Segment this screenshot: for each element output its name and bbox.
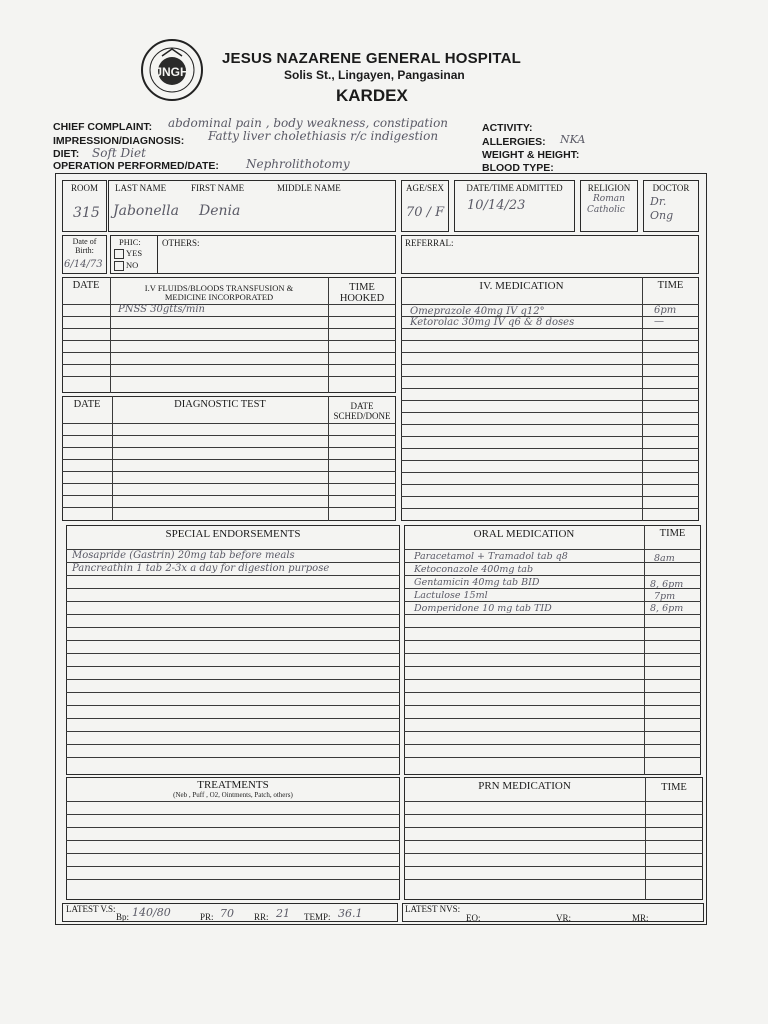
bp-label: Bp:: [116, 912, 130, 922]
iv-fluids-time-label-1: TIME: [349, 282, 375, 293]
religion-value-1: Roman: [593, 194, 625, 204]
others-cell: [157, 235, 396, 274]
phic-no-checkbox[interactable]: [114, 260, 138, 271]
prn-medication-title: PRN MEDICATION: [478, 780, 571, 792]
doctor-cell: [643, 180, 699, 232]
oral-row-line: [404, 705, 701, 706]
allergies-value: NKA: [560, 133, 586, 146]
svg-text:JNGH: JNGH: [155, 65, 189, 79]
treatments-row-line: [66, 814, 400, 815]
iv-fluids-row-line: [62, 340, 396, 341]
special-entry: Pancreathin 1 tab 2-3x a day for digestion purpose: [72, 563, 330, 574]
diagnostic-row-line: [62, 447, 396, 448]
last-name-value: Jabonella: [113, 203, 179, 219]
oral-medication-time-label: TIME: [659, 528, 686, 539]
room-label: ROOM: [70, 183, 98, 193]
special-row-line: [66, 627, 400, 628]
oral-medication-entry: Lactulose 15ml: [414, 590, 488, 601]
iv-fluids-row-line: [62, 316, 396, 317]
age-sex-label: AGE/SEX: [406, 183, 444, 193]
admitted-value: 10/14/23: [467, 198, 526, 213]
prn-row-line: [404, 801, 703, 802]
iv-medication-row-line: [401, 364, 699, 365]
oral-row-line: [404, 718, 701, 719]
pr-value: 70: [220, 907, 234, 920]
special-row-line: [66, 614, 400, 615]
oral-row-line: [404, 666, 701, 667]
special-row-line: [66, 640, 400, 641]
diagnostic-row-line: [62, 483, 396, 484]
iv-fluids-time-label-2: HOOKED: [339, 293, 385, 304]
treatments-row-line: [66, 866, 400, 867]
oral-medication-entry: Domperidone 10 mg tab TID: [414, 603, 552, 614]
iv-medication-row-line: [401, 448, 699, 449]
pr-label: PR:: [200, 912, 214, 922]
special-row-line: [66, 601, 400, 602]
room-value: 315: [73, 205, 100, 221]
iv-medication-row-line: [401, 472, 699, 473]
phic-yes-label: YES: [126, 248, 143, 258]
special-row-line: [66, 757, 400, 758]
oral-row-line: [404, 627, 701, 628]
doctor-label: DOCTOR: [652, 183, 690, 193]
prn-row-line: [404, 814, 703, 815]
diagnostic-row-line: [62, 471, 396, 472]
dob-label-2: Birth:: [75, 246, 94, 255]
phic-yes-checkbox[interactable]: [114, 248, 142, 259]
diet-label: DIET:: [53, 148, 80, 160]
special-endorsements-title: SPECIAL ENDORSEMENTS: [165, 528, 301, 540]
form-title: KARDEX: [336, 86, 408, 105]
diet-value: Soft Diet: [92, 146, 146, 160]
phic-label: PHIC:: [119, 237, 141, 247]
phic-no-label: NO: [126, 260, 139, 270]
treatments-row-line: [66, 853, 400, 854]
oral-medication-entry: Gentamicin 40mg tab BID: [414, 577, 540, 588]
prn-medication-section: [404, 777, 703, 900]
latest-vs-label: LATEST V.S:: [66, 904, 116, 914]
oral-row-line: [404, 757, 701, 758]
special-row-line: [66, 653, 400, 654]
iv-fluids-date-label: DATE: [72, 280, 100, 291]
iv-fluids-title-2: MEDICINE INCORPORATED: [164, 292, 274, 302]
special-row-line: [66, 679, 400, 680]
doctor-value-2: Ong: [650, 209, 674, 222]
diagnostic-row-line: [62, 495, 396, 496]
prn-row-line: [404, 840, 703, 841]
iv-medication-row-line: [401, 340, 699, 341]
chief-complaint-label: CHIEF COMPLAINT:: [53, 121, 153, 133]
religion-cell: [580, 180, 638, 232]
vr-label: VR:: [556, 913, 572, 923]
diagnostic-row-line: [62, 507, 396, 508]
age-sex-value: 70 / F: [406, 205, 445, 220]
iv-medication-row-line: [401, 376, 699, 377]
oral-medication-title: ORAL MEDICATION: [473, 528, 575, 540]
prn-divider: [645, 777, 646, 900]
iv-fluids-row-line: [62, 304, 396, 305]
iv-medication-row-line: [401, 460, 699, 461]
room-cell: [62, 180, 107, 232]
special-row-line: [66, 588, 400, 589]
iv-medication-row-line: [401, 388, 699, 389]
name-cell: [108, 180, 396, 232]
iv-fluids-entry: PNSS 30gtts/min: [118, 304, 205, 315]
hospital-name: JESUS NAZARENE GENERAL HOSPITAL: [222, 50, 522, 67]
diagnostic-title: DIAGNOSTIC TEST: [174, 399, 266, 410]
iv-fluids-title-1: I.V FLUIDS/BLOODS TRANSFUSION &: [144, 283, 294, 293]
iv-medication-entry: Omeprazole 40mg IV q12°: [410, 306, 545, 317]
diagnostic-row-line: [62, 423, 396, 424]
special-row-line: [66, 705, 400, 706]
oral-row-line: [404, 575, 701, 576]
age-sex-cell: [401, 180, 449, 232]
middle-name-label: MIDDLE NAME: [277, 183, 341, 193]
oral-row-line: [404, 653, 701, 654]
treatments-row-line: [66, 827, 400, 828]
oral-row-line: [404, 549, 701, 550]
oral-row-line: [404, 614, 701, 615]
operation-label: OPERATION PERFORMED/DATE:: [53, 160, 219, 172]
admitted-cell: [454, 180, 575, 232]
blood-type-label: BLOOD TYPE:: [482, 162, 554, 174]
diagnostic-row-line: [62, 459, 396, 460]
special-row-line: [66, 666, 400, 667]
hospital-logo: [140, 38, 204, 102]
iv-medication-title: IV. MEDICATION: [479, 280, 564, 292]
special-row-line: [66, 575, 400, 576]
prn-row-line: [404, 827, 703, 828]
diagnostic-row-line: [62, 435, 396, 436]
prn-row-line: [404, 879, 703, 880]
iv-medication-time-label: TIME: [657, 280, 684, 291]
rr-label: RR:: [254, 912, 269, 922]
chief-complaint-value: abdominal pain , body weakness, constipation: [168, 116, 449, 130]
religion-value-2: Catholic: [587, 205, 625, 215]
oral-row-line: [404, 731, 701, 732]
special-entry: Mosapride (Gastrin) 20mg tab before meals: [72, 550, 295, 561]
temp-label: TEMP:: [304, 912, 331, 922]
prn-time-label: TIME: [661, 782, 687, 793]
last-name-label: LAST NAME: [115, 183, 167, 193]
iv-medication-row-line: [401, 496, 699, 497]
iv-medication-row-line: [401, 412, 699, 413]
others-label: OTHERS:: [162, 238, 200, 248]
first-name-value: Denia: [199, 203, 241, 219]
dob-value: 6/14/73: [64, 259, 103, 270]
oral-medication-time: 8am: [654, 553, 675, 564]
prn-row-line: [404, 866, 703, 867]
treatments-subtitle: (Neb , Puff , O2, Ointments, Patch, others): [173, 791, 293, 799]
iv-medication-row-line: [401, 424, 699, 425]
activity-label: ACTIVITY:: [482, 122, 533, 134]
dob-cell: [62, 235, 107, 274]
oral-medication-time: 7pm: [654, 591, 676, 602]
oral-medication-time: 8, 6pm: [650, 603, 684, 614]
impression-label: IMPRESSION/DIAGNOSIS:: [53, 135, 185, 147]
diagnostic-sched-label-1: DATE: [350, 401, 374, 411]
oral-medication-entry: Paracetamol + Tramadol tab q8: [414, 551, 568, 562]
oral-medication-entry: Ketoconazole 400mg tab: [414, 564, 534, 575]
iv-fluids-row-line: [62, 376, 396, 377]
oral-medication-time: 8, 6pm: [650, 579, 684, 590]
iv-fluids-row-line: [62, 364, 396, 365]
special-row-line: [66, 731, 400, 732]
bp-value: 140/80: [132, 906, 171, 919]
treatments-row-line: [66, 879, 400, 880]
iv-medication-row-line: [401, 328, 699, 329]
iv-fluids-row-line: [62, 328, 396, 329]
impression-value: Fatty liver cholethiasis r/c indigestion: [208, 129, 439, 143]
special-row-line: [66, 718, 400, 719]
oral-row-line: [404, 692, 701, 693]
referral-label: REFERRAL:: [405, 238, 454, 248]
iv-medication-row-line: [401, 352, 699, 353]
operation-value: Nephrolithotomy: [246, 157, 350, 171]
dob-label-1: Date of: [72, 237, 97, 246]
oral-row-line: [404, 640, 701, 641]
iv-medication-entry: Ketorolac 30mg IV q6 & 8 doses: [410, 317, 575, 328]
treatments-title: TREATMENTS: [197, 779, 269, 791]
phic-cell: [110, 235, 158, 274]
first-name-label: FIRST NAME: [191, 183, 245, 193]
diagnostic-date-label: DATE: [73, 399, 101, 410]
iv-medication-row-line: [401, 436, 699, 437]
diagnostic-sched-label-2: SCHED/DONE: [333, 411, 391, 421]
special-row-line: [66, 692, 400, 693]
rr-value: 21: [276, 907, 290, 920]
special-row-line: [66, 744, 400, 745]
iv-medication-time: —: [654, 316, 664, 327]
eo-label: EO:: [466, 913, 481, 923]
admitted-label: DATE/TIME ADMITTED: [466, 183, 563, 193]
allergies-label: ALLERGIES:: [482, 136, 546, 148]
referral-cell: [401, 235, 699, 274]
temp-value: 36.1: [338, 907, 363, 920]
iv-medication-row-line: [401, 484, 699, 485]
doctor-value-1: Dr.: [650, 195, 667, 208]
prn-row-line: [404, 853, 703, 854]
treatments-row-line: [66, 840, 400, 841]
iv-medication-row-line: [401, 508, 699, 509]
iv-medication-time: 6pm: [654, 305, 677, 316]
treatments-row-line: [66, 801, 400, 802]
latest-nvs-label: LATEST NVS:: [405, 904, 461, 914]
iv-fluids-row-line: [62, 352, 396, 353]
weight-height-label: WEIGHT & HEIGHT:: [482, 149, 580, 161]
religion-label: RELIGION: [587, 183, 631, 193]
hospital-address: Solis St., Lingayen, Pangasinan: [284, 68, 465, 82]
oral-row-line: [404, 744, 701, 745]
iv-medication-row-line: [401, 400, 699, 401]
mr-label: MR:: [632, 913, 649, 923]
oral-row-line: [404, 679, 701, 680]
